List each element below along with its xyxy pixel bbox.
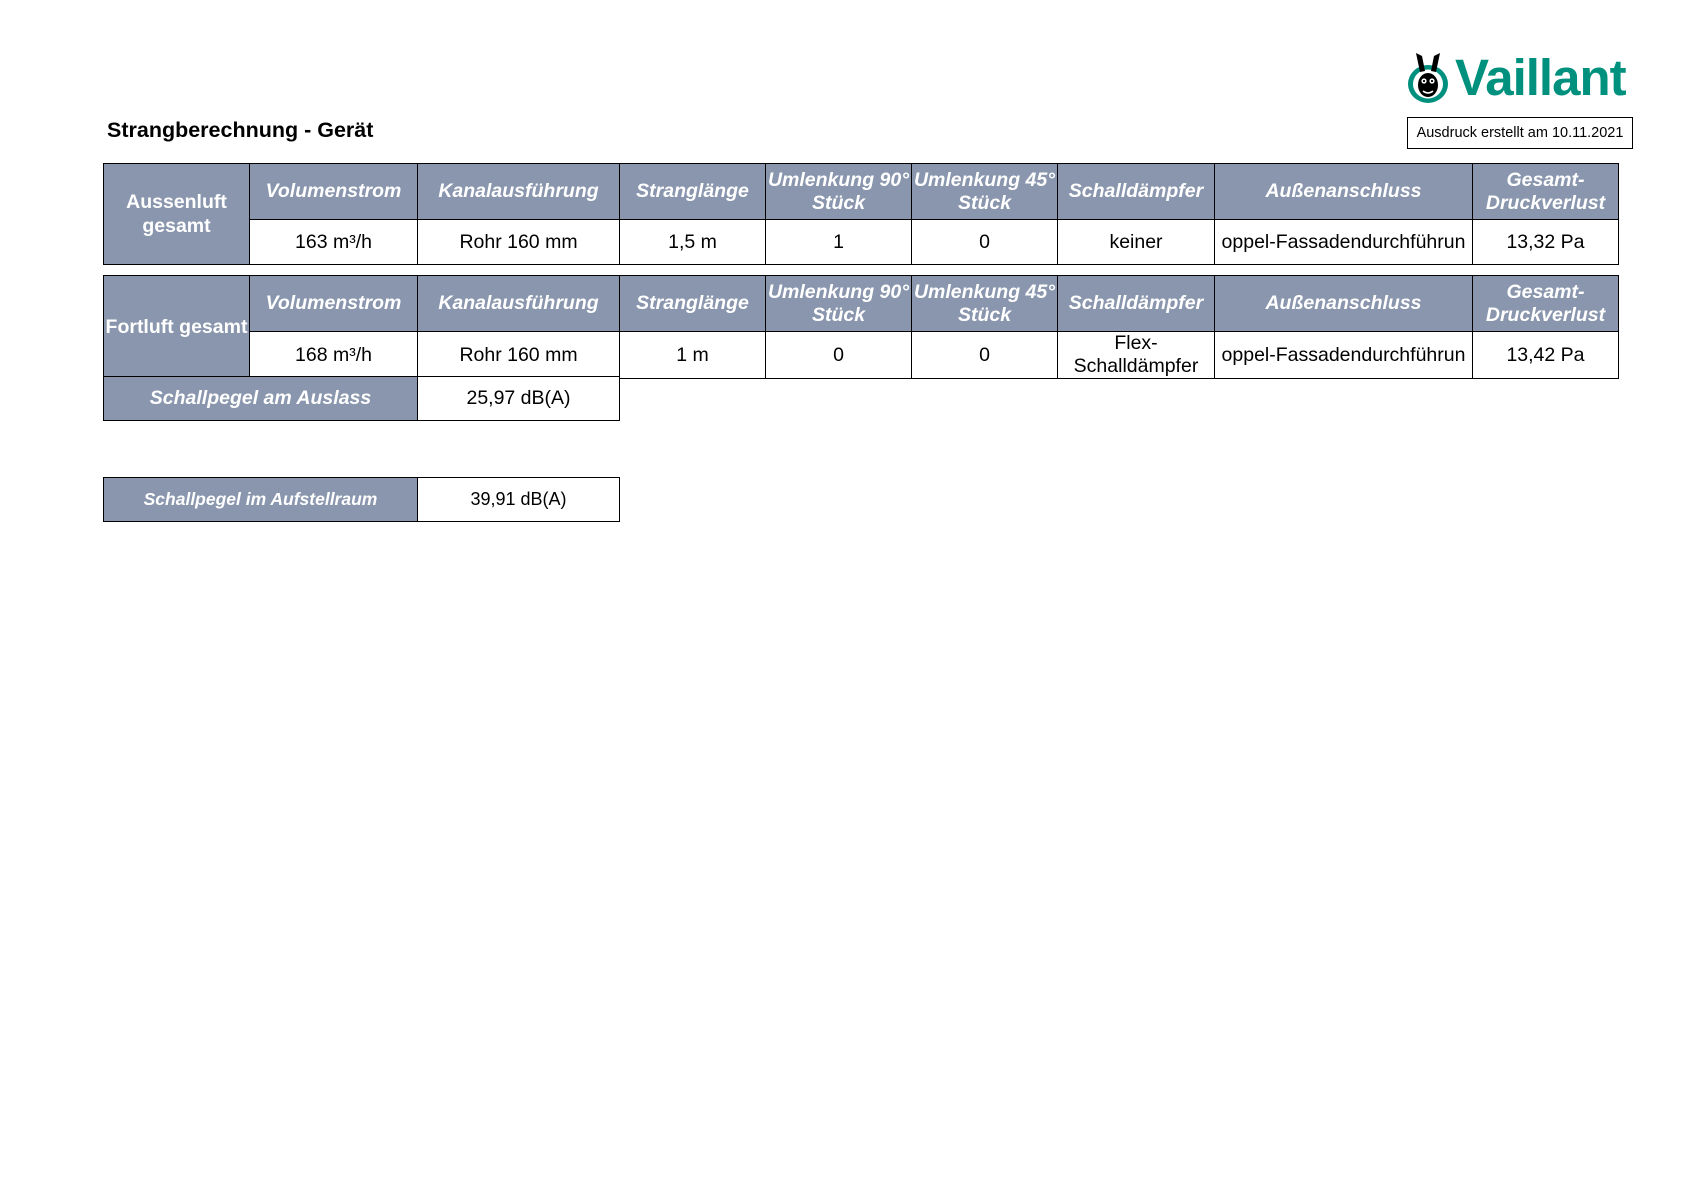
print-date-note: Ausdruck erstellt am 10.11.2021 xyxy=(1407,117,1633,149)
aussenluft-table xyxy=(103,163,1619,265)
aussenluft-kanalausfuehrung: Rohr 160 mm xyxy=(418,220,620,265)
fortluft-aussenanschluss: oppel-Fassadendurchführun xyxy=(1215,332,1473,379)
col-header-schalldaempfer: Schalldämpfer xyxy=(1058,276,1215,332)
col-header-straenglaenge: Stranglänge xyxy=(620,164,766,220)
col-header-umlenkung-45: Umlenkung 45° Stück xyxy=(912,276,1058,332)
aussenluft-volumenstrom: 163 m³/h xyxy=(250,220,418,265)
auslass-table xyxy=(103,376,620,421)
col-header-aussenanschluss: Außenanschluss xyxy=(1215,276,1473,332)
fortluft-schalldaempfer: Flex-Schalldämpfer xyxy=(1058,332,1215,379)
aussenluft-druckverlust: 13,32 Pa xyxy=(1473,220,1619,265)
auslass-label: Schallpegel am Auslass xyxy=(104,377,418,421)
fortluft-volumenstrom: 168 m³/h xyxy=(250,332,418,379)
aussenluft-schalldaempfer: keiner xyxy=(1058,220,1215,265)
col-header-umlenkung-45: Umlenkung 45° Stück xyxy=(912,164,1058,220)
aufstellraum-label: Schallpegel im Aufstellraum xyxy=(104,478,418,522)
col-header-umlenkung-90: Umlenkung 90° Stück xyxy=(766,276,912,332)
brand-wordmark: Vaillant xyxy=(1455,48,1626,106)
aussenluft-umlenkung-90: 1 xyxy=(766,220,912,265)
page-title: Strangberechnung - Gerät xyxy=(107,118,374,142)
fortluft-druckverlust: 13,42 Pa xyxy=(1473,332,1619,379)
col-header-volumenstrom: Volumenstrom xyxy=(250,164,418,220)
hare-emblem-icon xyxy=(1405,50,1451,104)
col-header-straenglaenge: Stranglänge xyxy=(620,276,766,332)
aussenluft-straenglaenge: 1,5 m xyxy=(620,220,766,265)
aufstellraum-table xyxy=(103,477,620,522)
vaillant-logo xyxy=(1405,50,1626,104)
col-header-volumenstrom: Volumenstrom xyxy=(250,276,418,332)
fortluft-straenglaenge: 1 m xyxy=(620,332,766,379)
aufstellraum-value: 39,91 dB(A) xyxy=(418,478,620,522)
auslass-value: 25,97 dB(A) xyxy=(418,377,620,421)
col-header-kanalausfuehrung: Kanalausführung xyxy=(418,164,620,220)
aussenluft-umlenkung-45: 0 xyxy=(912,220,1058,265)
aussenluft-aussenanschluss: oppel-Fassadendurchführun xyxy=(1215,220,1473,265)
aussenluft-label: Aussenluft gesamt xyxy=(104,164,250,265)
fortluft-table xyxy=(103,275,1619,379)
col-header-umlenkung-90: Umlenkung 90° Stück xyxy=(766,164,912,220)
col-header-aussenanschluss: Außenanschluss xyxy=(1215,164,1473,220)
fortluft-umlenkung-90: 0 xyxy=(766,332,912,379)
fortluft-kanalausfuehrung: Rohr 160 mm xyxy=(418,332,620,379)
col-header-druckverlust: Gesamt-Druckverlust xyxy=(1473,164,1619,220)
col-header-kanalausfuehrung: Kanalausführung xyxy=(418,276,620,332)
col-header-druckverlust: Gesamt-Druckverlust xyxy=(1473,276,1619,332)
col-header-schalldaempfer: Schalldämpfer xyxy=(1058,164,1215,220)
fortluft-umlenkung-45: 0 xyxy=(912,332,1058,379)
fortluft-label: Fortluft gesamt xyxy=(104,276,250,379)
